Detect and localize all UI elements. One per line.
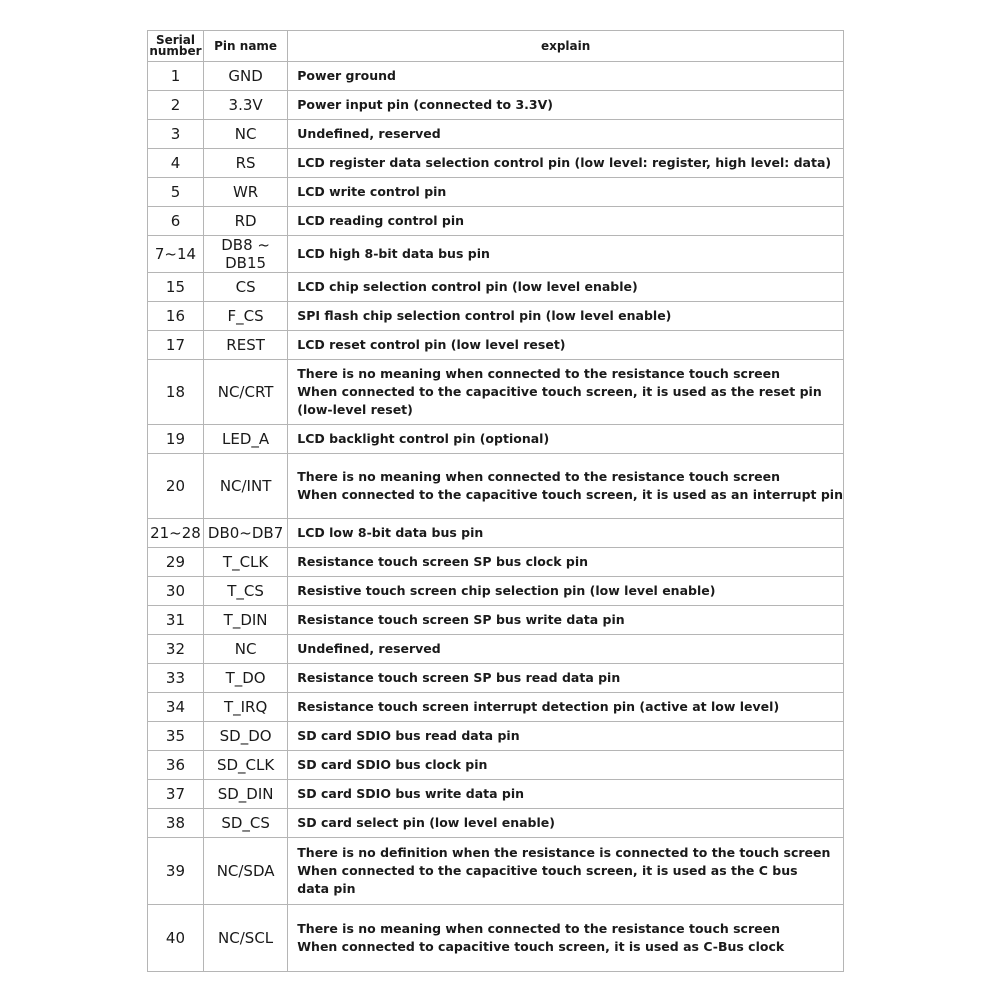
- pin-name-cell: NC: [203, 635, 287, 664]
- explain-cell: [288, 809, 844, 838]
- serial-number-cell: 37: [148, 780, 204, 809]
- explain-line: data pin: [297, 881, 356, 896]
- pin-name-cell: F_CS: [203, 302, 287, 331]
- serial-number-cell: 21~28: [148, 519, 204, 548]
- serial-number-cell: 15: [148, 273, 204, 302]
- explain-cell: [288, 178, 844, 207]
- header-serial-number: Serial number: [148, 31, 204, 62]
- serial-number-cell: 3: [148, 120, 204, 149]
- explain-cell: [288, 425, 844, 454]
- explain-line: When connected to the capacitive touch screen, it is used as the C bus: [297, 863, 798, 878]
- pin-name-cell: RS: [203, 149, 287, 178]
- explain-line: LCD reading control pin: [297, 213, 465, 228]
- table-row: [148, 606, 844, 635]
- explain-line: When connected to the capacitive touch screen, it is used as the reset pin: [297, 384, 822, 399]
- explain-line: Undefined, reserved: [297, 641, 441, 656]
- explain-cell: [288, 331, 844, 360]
- explain-cell: [288, 454, 844, 519]
- pin-table: [147, 30, 844, 972]
- explain-line: LCD write control pin: [297, 184, 447, 199]
- serial-number-cell: 36: [148, 751, 204, 780]
- explain-line: SD card select pin (low level enable): [297, 815, 555, 830]
- pin-name-cell: T_DO: [203, 664, 287, 693]
- serial-number-cell: 4: [148, 149, 204, 178]
- pin-name-cell: T_CLK: [203, 548, 287, 577]
- explain-line: Undefined, reserved: [297, 126, 441, 141]
- table-row: [148, 91, 844, 120]
- explain-cell: [288, 751, 844, 780]
- pin-name-cell: T_DIN: [203, 606, 287, 635]
- explain-cell: [288, 519, 844, 548]
- serial-number-cell: 2: [148, 91, 204, 120]
- explain-line: There is no meaning when connected to the resistance touch screen: [297, 469, 780, 484]
- serial-number-cell: 18: [148, 360, 204, 425]
- explain-line: SPI flash chip selection control pin (low level enable): [297, 308, 672, 323]
- pin-name-cell: NC: [203, 120, 287, 149]
- explain-line: Power input pin (connected to 3.3V): [297, 97, 553, 112]
- serial-number-cell: 29: [148, 548, 204, 577]
- table-row: [148, 751, 844, 780]
- serial-number-cell: 19: [148, 425, 204, 454]
- explain-line: Resistance touch screen interrupt detection pin (active at low level): [297, 699, 780, 714]
- pin-name-cell: DB0~DB7: [203, 519, 287, 548]
- table-body: [148, 62, 844, 972]
- explain-cell: [288, 360, 844, 425]
- pin-name-cell: NC/CRT: [203, 360, 287, 425]
- explain-line: There is no meaning when connected to the resistance touch screen: [297, 366, 780, 381]
- serial-number-cell: 40: [148, 905, 204, 972]
- table-header: [148, 31, 844, 62]
- explain-line: SD card SDIO bus clock pin: [297, 757, 488, 772]
- explain-cell: [288, 302, 844, 331]
- explain-line: LCD register data selection control pin (low level: register, high level: data): [297, 155, 832, 170]
- explain-line: SD card SDIO bus write data pin: [297, 786, 525, 801]
- explain-line: LCD backlight control pin (optional): [297, 431, 550, 446]
- explain-cell: [288, 722, 844, 751]
- pin-name-cell: NC/SCL: [203, 905, 287, 972]
- table-row: [148, 454, 844, 519]
- table-row: [148, 519, 844, 548]
- table-row: [148, 302, 844, 331]
- pin-name-cell: SD_DIN: [203, 780, 287, 809]
- table-row: [148, 120, 844, 149]
- pin-name-cell: REST: [203, 331, 287, 360]
- explain-line: Resistance touch screen SP bus write data pin: [297, 612, 625, 627]
- explain-line: LCD high 8-bit data bus pin: [297, 246, 490, 261]
- pin-name-cell: WR: [203, 178, 287, 207]
- explain-line: Resistive touch screen chip selection pin (low level enable): [297, 583, 716, 598]
- serial-number-cell: 20: [148, 454, 204, 519]
- pin-name-cell: 3.3V: [203, 91, 287, 120]
- explain-line: Power ground: [297, 68, 397, 83]
- explain-cell: [288, 664, 844, 693]
- explain-cell: [288, 120, 844, 149]
- table-row: [148, 722, 844, 751]
- explain-line: There is no definition when the resistance is connected to the touch screen: [297, 845, 831, 860]
- explain-line: Resistance touch screen SP bus read data pin: [297, 670, 621, 685]
- serial-number-cell: 33: [148, 664, 204, 693]
- pin-name-cell: SD_DO: [203, 722, 287, 751]
- table-row: [148, 577, 844, 606]
- table-row: [148, 331, 844, 360]
- table-row: [148, 425, 844, 454]
- explain-cell: [288, 780, 844, 809]
- serial-number-cell: 16: [148, 302, 204, 331]
- explain-cell: [288, 577, 844, 606]
- table-row: [148, 178, 844, 207]
- header-pin-name: Pin name: [203, 31, 287, 62]
- explain-line: LCD chip selection control pin (low level enable): [297, 279, 638, 294]
- table-row: [148, 207, 844, 236]
- explain-line: LCD low 8-bit data bus pin: [297, 525, 484, 540]
- explain-cell: [288, 905, 844, 972]
- table-row: [148, 780, 844, 809]
- table-row: [148, 693, 844, 722]
- table-row: [148, 664, 844, 693]
- explain-cell: [288, 149, 844, 178]
- pin-name-cell: SD_CS: [203, 809, 287, 838]
- explain-line: When connected to capacitive touch screen, it is used as C-Bus clock: [297, 939, 785, 954]
- explain-cell: [288, 273, 844, 302]
- serial-number-cell: 35: [148, 722, 204, 751]
- explain-line: SD card SDIO bus read data pin: [297, 728, 520, 743]
- serial-number-cell: 6: [148, 207, 204, 236]
- explain-line: Resistance touch screen SP bus clock pin: [297, 554, 589, 569]
- explain-cell: [288, 606, 844, 635]
- table-row: [148, 273, 844, 302]
- table-row: [148, 62, 844, 91]
- pin-name-cell: T_IRQ: [203, 693, 287, 722]
- table-row: [148, 360, 844, 425]
- explain-cell: [288, 236, 844, 273]
- header-row: [148, 31, 844, 62]
- header-explain: explain: [288, 31, 844, 62]
- explain-line: When connected to the capacitive touch screen, it is used as an interrupt pin: [297, 487, 843, 502]
- table-row: [148, 149, 844, 178]
- serial-number-cell: 17: [148, 331, 204, 360]
- serial-number-cell: 32: [148, 635, 204, 664]
- serial-number-cell: 39: [148, 838, 204, 905]
- pin-name-cell: RD: [203, 207, 287, 236]
- pin-name-cell: T_CS: [203, 577, 287, 606]
- pin-name-cell: NC/SDA: [203, 838, 287, 905]
- serial-number-cell: 38: [148, 809, 204, 838]
- pin-name-cell: DB8 ~ DB15: [203, 236, 287, 273]
- table-row: [148, 236, 844, 273]
- explain-line: There is no meaning when connected to the resistance touch screen: [297, 921, 780, 936]
- explain-line: LCD reset control pin (low level reset): [297, 337, 566, 352]
- explain-cell: [288, 207, 844, 236]
- pin-name-cell: LED_A: [203, 425, 287, 454]
- explain-cell: [288, 548, 844, 577]
- explain-cell: [288, 91, 844, 120]
- pin-name-cell: SD_CLK: [203, 751, 287, 780]
- explain-cell: [288, 838, 844, 905]
- serial-number-cell: 5: [148, 178, 204, 207]
- serial-number-cell: 34: [148, 693, 204, 722]
- table-row: [148, 635, 844, 664]
- table-row: [148, 905, 844, 972]
- pin-name-cell: NC/INT: [203, 454, 287, 519]
- explain-line: (low-level reset): [297, 402, 413, 417]
- serial-number-cell: 7~14: [148, 236, 204, 273]
- table-row: [148, 809, 844, 838]
- serial-number-cell: 1: [148, 62, 204, 91]
- explain-cell: [288, 635, 844, 664]
- explain-cell: [288, 62, 844, 91]
- serial-number-cell: 31: [148, 606, 204, 635]
- pin-name-cell: CS: [203, 273, 287, 302]
- serial-number-cell: 30: [148, 577, 204, 606]
- explain-cell: [288, 693, 844, 722]
- pin-name-cell: GND: [203, 62, 287, 91]
- table-row: [148, 838, 844, 905]
- table-row: [148, 548, 844, 577]
